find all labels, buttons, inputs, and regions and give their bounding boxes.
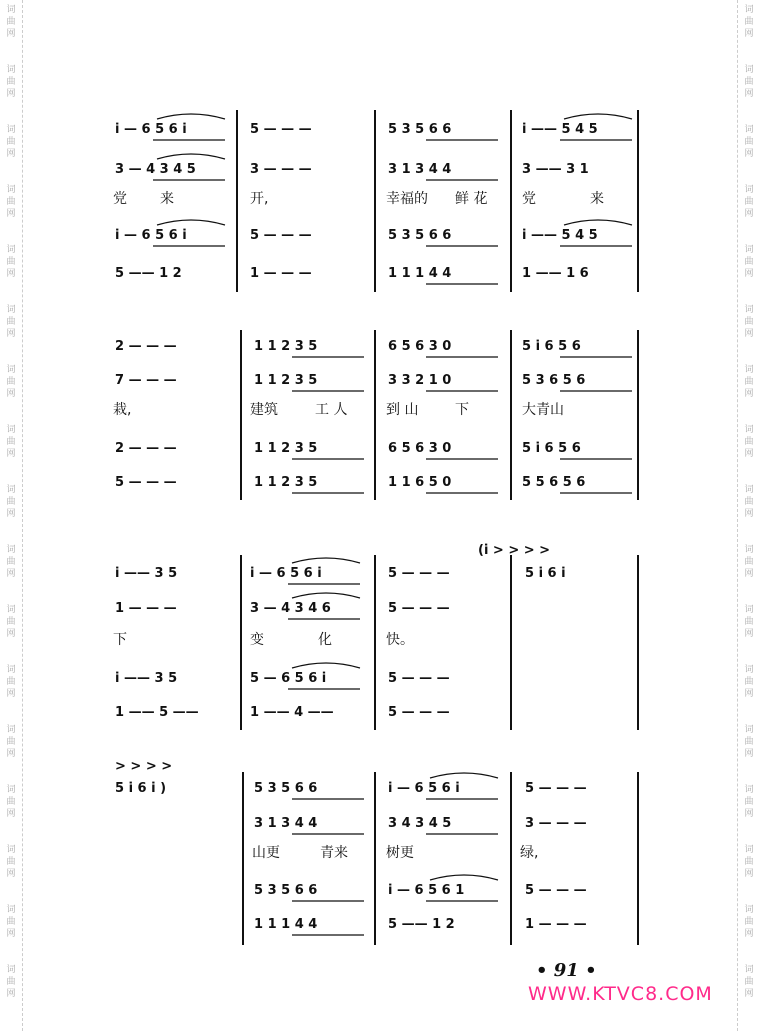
- jianpu-notes: > > > >: [115, 759, 173, 774]
- jianpu-notes: 1 1 2 3 5: [254, 373, 318, 388]
- lyric-text: 开,: [250, 191, 269, 207]
- jianpu-notes: i̇ —— 5 4 5: [522, 122, 598, 137]
- lyric-text: 下: [455, 402, 469, 418]
- watermark-glyph-group: 词 曲 网: [744, 965, 754, 999]
- lyric-text: 下: [113, 632, 127, 648]
- jianpu-notes: 2 — — —: [115, 339, 177, 354]
- watermark-glyph-group: 词 曲 网: [6, 785, 16, 819]
- jianpu-notes: i̇ — 6 5 6 i̇: [388, 781, 460, 796]
- jianpu-notes: 5 3 6 5 6: [522, 373, 586, 388]
- jianpu-notes: 5 — — —: [388, 705, 450, 720]
- jianpu-notes: 5 3 5 6 6: [388, 228, 452, 243]
- jianpu-notes: 1 —— 1 6: [522, 266, 589, 281]
- jianpu-notes: 3 3 2 1 0: [388, 373, 452, 388]
- jianpu-notes: i̇ —— 3 5: [115, 566, 178, 581]
- watermark-glyph-group: 词 曲 网: [744, 545, 754, 579]
- slur-mark: [292, 593, 360, 598]
- jianpu-notes: 5 — 6 5 6 i̇: [250, 671, 327, 686]
- jianpu-notes: 5 i̇ 6 i̇ ): [115, 781, 167, 796]
- jianpu-notes: 5 3 5 6 6: [254, 883, 318, 898]
- watermark-glyph-group: 词 曲 网: [744, 365, 754, 399]
- jianpu-notes: 5 5 6 5 6: [522, 475, 586, 490]
- jianpu-notes: 5 — — —: [388, 671, 450, 686]
- watermark-glyph-group: 词 曲 网: [744, 725, 754, 759]
- watermark-glyph-group: 词 曲 网: [6, 545, 16, 579]
- jianpu-notes: 1 — — —: [250, 266, 312, 281]
- watermark-glyph-group: 词 曲 网: [6, 365, 16, 399]
- jianpu-notes: 5 — — —: [250, 228, 312, 243]
- jianpu-notes: 5 3 5 6 6: [388, 122, 452, 137]
- watermark-glyph-group: 词 曲 网: [6, 845, 16, 879]
- lyric-text: 栽,: [113, 402, 132, 418]
- slur-mark: [564, 220, 632, 225]
- lyric-text: 工 人: [315, 402, 348, 418]
- jianpu-notes: 5 — — —: [115, 475, 177, 490]
- jianpu-notes: 5 — — —: [525, 781, 587, 796]
- jianpu-notes: 3 4 3 4 5: [388, 816, 452, 831]
- slur-mark: [292, 663, 360, 668]
- jianpu-notes: 1 1 2 3 5: [254, 339, 318, 354]
- lyric-text: 山更: [252, 845, 280, 861]
- watermark-glyph-group: 词 曲 网: [744, 905, 754, 939]
- lyric-text: 变: [250, 632, 264, 648]
- jianpu-notes: 3 — — —: [525, 816, 587, 831]
- jianpu-notes: 3 1 3 4 4: [388, 162, 452, 177]
- watermark-glyph-group: 词 曲 网: [6, 425, 16, 459]
- watermark-glyph-group: 词 曲 网: [6, 905, 16, 939]
- watermark-glyph-group: 词 曲 网: [6, 665, 16, 699]
- watermark-glyph-group: 词 曲 网: [6, 305, 16, 339]
- jianpu-notes: i̇ — 6 5 6 i̇: [115, 228, 187, 243]
- watermark-glyph-group: 词 曲 网: [744, 245, 754, 279]
- jianpu-notes: 5 —— 1 2: [388, 917, 455, 932]
- jianpu-notes: 5 — — —: [250, 122, 312, 137]
- jianpu-notes: 1 —— 4 ——: [250, 705, 334, 720]
- jianpu-notes: 5 i̇ 6 i̇: [525, 566, 566, 581]
- jianpu-notes: 5 — — —: [388, 566, 450, 581]
- watermark-glyph-group: 词 曲 网: [744, 845, 754, 879]
- watermark-glyph-group: 词 曲 网: [744, 125, 754, 159]
- lyric-text: 化: [318, 632, 332, 648]
- watermark-glyph-group: 词 曲 网: [6, 125, 16, 159]
- lyric-text: 来: [160, 191, 174, 207]
- watermark-glyph-group: 词 曲 网: [6, 245, 16, 279]
- jianpu-notes: 5 —— 1 2: [115, 266, 182, 281]
- jianpu-notes: 1 1 1 4 4: [254, 917, 318, 932]
- jianpu-notes: 1 — — —: [525, 917, 587, 932]
- jianpu-notes: 5 — — —: [525, 883, 587, 898]
- jianpu-notes: 3 — 4 3 4 5: [115, 162, 196, 177]
- watermark-glyph-group: 词 曲 网: [6, 725, 16, 759]
- page-number: • 91 •: [536, 960, 597, 981]
- lyric-text: 青来: [320, 845, 348, 861]
- watermark-glyph-group: 词 曲 网: [6, 485, 16, 519]
- lyric-text: 党: [113, 191, 127, 207]
- jianpu-notes: 3 — 4 3 4 6: [250, 601, 331, 616]
- jianpu-notes: 5 i̇ 6 5 6: [522, 339, 581, 354]
- slur-mark: [157, 114, 225, 119]
- jianpu-notes: 5 3 5 6 6: [254, 781, 318, 796]
- jianpu-notes: 6 5 6 3 0: [388, 441, 452, 456]
- jianpu-notes: i̇ —— 3 5: [115, 671, 178, 686]
- jianpu-notes: 3 1 3 4 4: [254, 816, 318, 831]
- lyric-text: 党: [522, 191, 536, 207]
- jianpu-notes: 3 — — —: [250, 162, 312, 177]
- slur-mark: [564, 114, 632, 119]
- watermark-glyph-group: 词 曲 网: [744, 605, 754, 639]
- watermark-glyph-group: 词 曲 网: [6, 5, 16, 39]
- slur-mark: [157, 220, 225, 225]
- watermark-glyph-group: 词 曲 网: [744, 65, 754, 99]
- lyric-text: 树更: [386, 845, 414, 861]
- jianpu-notes: (i̇ > > > >: [478, 543, 551, 558]
- lyric-text: 绿,: [520, 845, 539, 861]
- slur-mark: [292, 558, 360, 563]
- lyric-text: 快。: [386, 632, 414, 648]
- watermark-glyph-group: 词 曲 网: [744, 425, 754, 459]
- watermark-glyph-group: 词 曲 网: [744, 485, 754, 519]
- jianpu-notes: 5 — — —: [388, 601, 450, 616]
- jianpu-notes: 2 — — —: [115, 441, 177, 456]
- watermark-glyph-group: 词 曲 网: [6, 605, 16, 639]
- watermark-glyph-group: 词 曲 网: [6, 185, 16, 219]
- watermark-glyph-group: 词 曲 网: [744, 5, 754, 39]
- jianpu-notes: 1 1 2 3 5: [254, 441, 318, 456]
- watermark-glyph-group: 词 曲 网: [744, 185, 754, 219]
- watermark-glyph-group: 词 曲 网: [6, 965, 16, 999]
- jianpu-notes: i̇ — 6 5 6 i̇: [250, 566, 322, 581]
- jianpu-notes: i̇ — 6 5 6 1: [388, 883, 465, 898]
- watermark-glyph-group: 词 曲 网: [744, 665, 754, 699]
- jianpu-notes: 5 i̇ 6 5 6: [522, 441, 581, 456]
- site-url-watermark: WWW.KTVC8.COM: [528, 983, 713, 1005]
- jianpu-notes: 1 1 6 5 0: [388, 475, 452, 490]
- lyric-text: 来: [590, 191, 604, 207]
- lyric-text: 幸福的: [386, 191, 428, 207]
- jianpu-notes: 1 1 2 3 5: [254, 475, 318, 490]
- jianpu-notes: 1 — — —: [115, 601, 177, 616]
- slur-mark: [430, 773, 498, 778]
- slur-mark: [430, 875, 498, 880]
- jianpu-notes: i̇ —— 5 4 5: [522, 228, 598, 243]
- lyric-text: 鲜 花: [455, 191, 488, 207]
- jianpu-notes: 3 —— 3 1: [522, 162, 589, 177]
- jianpu-notes: 7 — — —: [115, 373, 177, 388]
- watermark-glyph-group: 词 曲 网: [6, 65, 16, 99]
- jianpu-notes: i̇ — 6 5 6 i̇: [115, 122, 187, 137]
- jianpu-notes: 1 —— 5 ——: [115, 705, 199, 720]
- jianpu-notes: 6 5 6 3 0: [388, 339, 452, 354]
- slur-mark: [157, 154, 225, 159]
- lyric-text: 到 山: [386, 402, 419, 418]
- jianpu-notes: 1 1 1 4 4: [388, 266, 452, 281]
- lyric-text: 建筑: [250, 402, 278, 418]
- watermark-glyph-group: 词 曲 网: [744, 785, 754, 819]
- lyric-text: 大青山: [522, 402, 564, 418]
- watermark-glyph-group: 词 曲 网: [744, 305, 754, 339]
